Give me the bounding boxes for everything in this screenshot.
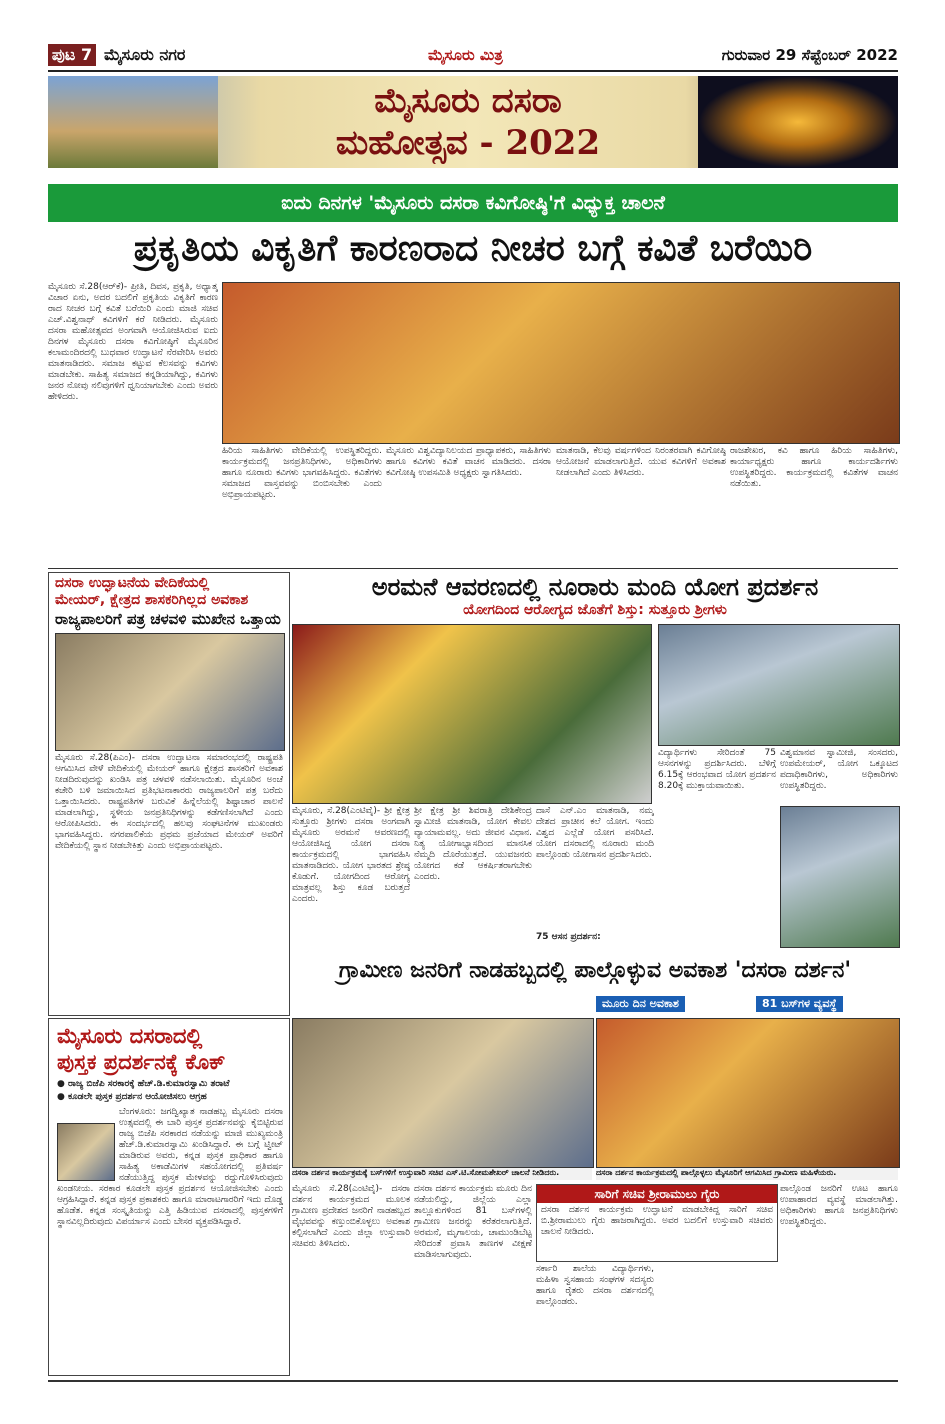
section-divider	[48, 568, 898, 569]
yoga-photo-participants	[780, 806, 900, 948]
left-story-body: ಮೈಸೂರು ಸೆ.28(ಪಿಎಂ)- ದಸರಾ ಉದ್ಘಾಟನಾ ಸಮಾರಂಭದಲ್ಲಿ ರಾಷ್ಟ್ರಪತಿ ಆಗಮಿಸಿದ ವೇಳೆ ವೇದಿಕೆಯಲ್ಲಿ ಮೇಯರ್ ಹಾಗೂ ಕ್ಷೇತ್ರದ ಶಾಸಕರಿಗೆ ಅವಕಾಶ ನೀಡದಿರುವುದನ್ನು ಖಂಡಿಸಿ ಪತ್ರ ಚಳವಳಿ ನಡೆಸಲಾಯಿತು. ಮೈಸೂರಿನ ಅಂಚೆ ಕಚೇರಿ ಬಳಿ ಜಮಾಯಿಸಿದ ಪ್ರತಿಭಟನಾಕಾರರು ರಾಜ್ಯಪಾಲರಿಗೆ ಪತ್ರ ಬರೆದು ಒತ್ತಾಯಿಸಿದರು. ರಾಷ್ಟ್ರಪತಿಗಳ ಬರುವಿಕೆ ಹಿನ್ನೆಲೆಯಲ್ಲಿ ಶಿಷ್ಟಾಚಾರ ಪಾಲನೆ ಮಾಡಲಾಗಿದ್ದು, ಸ್ಥಳೀಯ ಜನಪ್ರತಿನಿಧಿಗಳನ್ನು ಕಡೆಗಣಿಸಲಾಗಿದೆ ಎಂದು ಆರೋಪಿಸಿದರು. ಈ ಸಂದರ್ಭದಲ್ಲಿ ಹಲವು ಸಂಘಟನೆಗಳ ಮುಖಂಡರು ಭಾಗವಹಿಸಿದ್ದರು. ನಗರಪಾಲಿಕೆಯ ಪ್ರಥಮ ಪ್ರಜೆಯಾದ ಮೇಯರ್ ಅವರಿಗೆ ವೇದಿಕೆಯಲ್ಲಿ ಸ್ಥಾನ ನೀಡಬೇಕಿತ್ತು ಎಂದು ಅಭಿಪ್ರಾಯಪಟ್ಟರು.	[55, 753, 283, 851]
pill-81-buses: 81 ಬಸ್‌ಗಳ ವ್ಯವಸ್ಥೆ	[756, 996, 843, 1012]
bullet-icon: ●	[57, 1079, 68, 1089]
rural-body-3: ಸರ್ಕಾರಿ ಶಾಲೆಯ ವಿದ್ಯಾರ್ಥಿಗಳು, ಮಹಿಳಾ ಸ್ವಸಹಾಯ ಸಂಘಗಳ ಸದಸ್ಯರು ಹಾಗೂ ರೈತರು ದಸರಾ ದರ್ಶನದಲ್ಲಿ ಪಾಲ್ಗೊಂಡರು.	[536, 1264, 654, 1307]
banner-title	[278, 80, 658, 164]
yoga-body-3: ದಾಸೆ ಎನ್.ಎಂ ಮಾತನಾಡಿ, ನಮ್ಮ ದೇಶದ ಪ್ರಾಚೀನ ಕಲೆ ಯೋಗ. ಇಂದು ವಿಶ್ವದ ಎಲ್ಲೆಡೆ ಯೋಗ ಪಸರಿಸಿದೆ. ಯೋಗ ದಸರಾದಲ್ಲಿ ನೂರಾರು ಮಂದಿ ಪಾಲ್ಗೊಂಡು ಯೋಗಾಸನ ಪ್ರದರ್ಶಿಸಿದರು.	[536, 806, 654, 860]
yoga-body-1: ಮೈಸೂರು, ಸೆ.28(ಎಂಟಿವೈ)- ಶ್ರೀ ಕ್ಷೇತ್ರ ಸುತ್ತೂರು ಶ್ರೀಗಳು ದಸರಾ ಅಂಗವಾಗಿ ಮೈಸೂರು ಅರಮನೆ ಆವರಣದಲ್ಲಿ ಆಯೋಜಿಸಿದ್ದ ಯೋಗ ದಸರಾ ಕಾರ್ಯಕ್ರಮದಲ್ಲಿ ಭಾಗವಹಿಸಿ ಮಾತನಾಡಿದರು. ಯೋಗ ಭಾರತದ ಶ್ರೇಷ್ಠ ಕೊಡುಗೆ. ಯೋಗದಿಂದ ಆರೋಗ್ಯ ಮಾತ್ರವಲ್ಲ ಶಿಸ್ತು ಕೂಡ ಬರುತ್ತದೆ ಎಂದರು.	[292, 806, 410, 904]
book-fair-bullet-2	[57, 1092, 283, 1103]
rural-caption-2: ದಸರಾ ದರ್ಶನ ಕಾರ್ಯಕ್ರಮದಲ್ಲಿ ಪಾಲ್ಗೊಳ್ಳಲು ಮೈಸೂರಿಗೆ ಆಗಮಿಸಿದ ಗ್ರಾಮೀಣ ಮಹಿಳೆಯರು.	[596, 1168, 898, 1180]
rural-body-3b	[658, 1264, 776, 1374]
yoga-footnote: 75 ಆಸನ ಪ್ರದರ್ಶನ:	[536, 932, 601, 942]
lead-column-3: ಮೈಸೂರು ವಿಶ್ವವಿದ್ಯಾನಿಲಯದ ಪ್ರಾಧ್ಯಾಪಕರು, ಸಾಹಿತಿಗಳು ಹಾಗೂ ಕವಿಗಳು ಕವಿತೆ ವಾಚನ ಮಾಡಿದರು. ದಸರಾ ಕವಿಗೋಷ್ಠಿ ಉಪಸಮಿತಿ ಅಧ್ಯಕ್ಷರು ಸ್ವಾಗತಿಸಿದರು.	[386, 446, 551, 478]
book-fair-bullet-2-text: ಕೂಡಲೇ ಪುಸ್ತಕ ಪ್ರದರ್ಶನ ಆಯೋಜಿಸಲು ಆಗ್ರಹ	[68, 1092, 207, 1102]
yoga-photo-palace-crowd	[658, 624, 900, 746]
yoga-story	[292, 572, 898, 952]
rural-headline-box	[292, 956, 898, 986]
palace-photo	[48, 76, 218, 168]
sub-story-box	[536, 1184, 778, 1262]
lead-headline: ಪ್ರಕೃತಿಯ ವಿಕೃತಿಗೆ ಕಾರಣರಾದ ನೀಚರ ಬಗ್ಗೆ ಕವಿತೆ ಬರೆಯಿರಿ	[133, 228, 813, 269]
rural-body-2: ದಸರಾ ದರ್ಶನ ಕಾರ್ಯಕ್ರಮ ಮೂರು ದಿನ ನಡೆಯಲಿದ್ದು, ಜಿಲ್ಲೆಯ ಎಲ್ಲಾ ತಾಲ್ಲೂಕುಗಳಿಂದ 81 ಬಸ್‌ಗಳಲ್ಲಿ ಗ್ರಾಮೀಣ ಜನರನ್ನು ಕರೆತರಲಾಗುತ್ತಿದೆ. ಅರಮನೆ, ಮೃಗಾಲಯ, ಚಾಮುಂಡಿಬೆಟ್ಟ ಸೇರಿದಂತೆ ಪ್ರವಾಸಿ ತಾಣಗಳ ವೀಕ್ಷಣೆ ಮಾಡಿಸಲಾಗುವುದು.	[414, 1184, 532, 1260]
book-fair-bullet-1-text: ರಾಜ್ಯ ಬಿಜೆಪಿ ಸರಕಾರಕ್ಕೆ ಹೆಚ್.ಡಿ.ಕುಮಾರಸ್ವಾಮಿ ತರಾಟೆ	[68, 1079, 230, 1089]
newspaper-brand: ಮೈಸೂರು ಮಿತ್ರ	[428, 46, 503, 64]
illuminated-palace-photo	[698, 76, 898, 168]
yoga-body-4: ವಿದ್ಯಾರ್ಥಿಗಳು ಸೇರಿದಂತೆ 75 ಆಸನಗಳನ್ನು ಪ್ರದರ್ಶಿಸಿದರು. ಬೆಳಿಗ್ಗೆ 6.15ಕ್ಕೆ ಆರಂಭವಾದ ಯೋಗ ಪ್ರದರ್ಶನ 8.20ಕ್ಕೆ ಮುಕ್ತಾಯವಾಯಿತು.	[658, 748, 776, 791]
bullet-icon: ●	[57, 1092, 68, 1102]
left-story-photo-protest	[55, 633, 285, 751]
lead-kicker: ಐದು ದಿನಗಳ 'ಮೈಸೂರು ದಸರಾ ಕವಿಗೋಷ್ಠಿ'ಗೆ ವಿಧ್ಯುಕ್ತ ಚಾಲನೆ	[48, 184, 898, 222]
footer-rule	[48, 1380, 898, 1382]
dasara-banner	[48, 76, 898, 168]
left-story-kicker2: ಮೇಯರ್, ಕ್ಷೇತ್ರದ ಶಾಸಕರಿಗಿಲ್ಲದ ಅವಕಾಶ	[55, 592, 249, 608]
left-story-kicker1: ದಸರಾ ಉದ್ಘಾಟನೆಯ ವೇದಿಕೆಯಲ್ಲಿ	[55, 575, 210, 591]
lead-column-5: ರಾಜಶೇಖರ, ಕವಿ ಹಾಗೂ ಹಿರಿಯ ಸಾಹಿತಿಗಳು, ಕಾರ್ಯಾಧ್ಯಕ್ಷರು ಹಾಗೂ ಕಾರ್ಯದರ್ಶಿಗಳು ಉಪಸ್ಥಿತರಿದ್ದರು. ಕಾರ್ಯಕ್ರಮದಲ್ಲಿ ಕವಿತೆಗಳ ವಾಚನ ನಡೆಯಿತು.	[730, 446, 898, 489]
book-fair-body	[57, 1107, 283, 1371]
rural-caption-1: ದಸರಾ ದರ್ಶನ ಕಾರ್ಯಕ್ರಮಕ್ಕೆ ಬಸ್‌ಗಳಿಗೆ ಉಸ್ತುವಾರಿ ಸಚಿವ ಎಸ್.ಟಿ.ಸೋಮಶೇಖರ್ ಚಾಲನೆ ನೀಡಿದರು.	[292, 1168, 592, 1180]
rural-pills	[596, 996, 898, 1014]
yoga-headline: ಅರಮನೆ ಆವರಣದಲ್ಲಿ ನೂರಾರು ಮಂದಿ ಯೋಗ ಪ್ರದರ್ಶನ	[371, 573, 819, 601]
rural-body-1: ಮೈಸೂರು ಸೆ.28(ಎಂಟಿವೈ)- ದಸರಾ ದರ್ಶನ ಕಾರ್ಯಕ್ರಮದ ಮೂಲಕ ಗ್ರಾಮೀಣ ಪ್ರದೇಶದ ಜನರಿಗೆ ನಾಡಹಬ್ಬದ ವೈಭವವನ್ನು ಕಣ್ತುಂಬಿಕೊಳ್ಳಲು ಅವಕಾಶ ಕಲ್ಪಿಸಲಾಗಿದೆ ಎಂದು ಜಿಲ್ಲಾ ಉಸ್ತುವಾರಿ ಸಚಿವರು ತಿಳಿಸಿದರು.	[292, 1184, 410, 1249]
rural-photo-flag-off	[292, 1018, 594, 1168]
lead-column-2: ಹಿರಿಯ ಸಾಹಿತಿಗಳು ವೇದಿಕೆಯಲ್ಲಿ ಉಪಸ್ಥಿತರಿದ್ದರು. ಕಾರ್ಯಕ್ರಮದಲ್ಲಿ ಜನಪ್ರತಿನಿಧಿಗಳು, ಅಧಿಕಾರಿಗಳು ಹಾಗೂ ನೂರಾರು ಕವಿಗಳು ಭಾಗವಹಿಸಿದ್ದರು. ಕವಿತೆಗಳು ಸಮಾಜದ ವಾಸ್ತವವನ್ನು ಬಿಂಬಿಸಬೇಕು ಎಂದು ಅಭಿಪ್ರಾಯಪಟ್ಟರು.	[222, 446, 382, 500]
issue-date: ಗುರುವಾರ 29 ಸೆಪ್ಟೆಂಬರ್ 2022	[721, 46, 898, 64]
sub-story-body: ದಸರಾ ದರ್ಶನ ಕಾರ್ಯಕ್ರಮ ಉದ್ಘಾಟನೆ ಮಾಡಬೇಕಿದ್ದ ಸಾರಿಗೆ ಸಚಿವ ಬಿ.ಶ್ರೀರಾಮುಲು ಗೈರು ಹಾಜರಾಗಿದ್ದರು. ಅವರ ಬದಲಿಗೆ ಉಸ್ತುವಾರಿ ಸಚಿವರು ಚಾಲನೆ ನೀಡಿದರು.	[541, 1205, 773, 1237]
photo-float-spacer	[57, 1107, 119, 1181]
left-story-headline: ರಾಜ್ಯಪಾಲರಿಗೆ ಪತ್ರ ಚಳವಳಿ ಮುಖೇನ ಒತ್ತಾಯ	[55, 610, 281, 628]
rural-photo-women	[596, 1018, 900, 1168]
sub-story-headline: ಸಾರಿಗೆ ಸಚಿವ ಶ್ರೀರಾಮುಲು ಗೈರು	[537, 1185, 777, 1203]
page-number: ಪುಟ 7	[48, 44, 96, 66]
pill-three-days: ಮೂರು ದಿನ ಅವಕಾಶ	[596, 996, 685, 1012]
yoga-subhead: ಯೋಗದಿಂದ ಆರೋಗ್ಯದ ಜೊತೆಗೆ ಶಿಸ್ತು: ಸುತ್ತೂರು ಶ್ರೀಗಳು	[463, 602, 727, 618]
lead-column-1: ಮೈಸೂರು ಸೆ.28(ಆರ್‌ಕೆ)- ಪ್ರೀತಿ, ದಿವಸ, ಪ್ರಕೃತಿ, ಅಧ್ಯಾತ್ಮ ವಿಚಾರ ಏನು, ಅದರ ಬದಲಿಗೆ ಪ್ರಕೃತಿಯ ವಿಕೃತಿಗೆ ಕಾರಣ ರಾದ ನೀಚರ ಬಗ್ಗೆ ಕವಿತೆ ಬರೆಯಿರಿ ಎಂದು ಮಾಜಿ ಸಚಿವ ಎಚ್.ವಿಶ್ವನಾಥ್ ಕವಿಗಳಿಗೆ ಕರೆ ನೀಡಿದರು. ಮೈಸೂರು ದಸರಾ ಮಹೋತ್ಸವದ ಅಂಗವಾಗಿ ಆಯೋಜಿಸಿರುವ ಐದು ದಿನಗಳ ಮೈಸೂರು ದಸರಾ ಕವಿಗೋಷ್ಠಿಗೆ ಮೈಸೂರಿನ ಕಲಾಮಂದಿರದಲ್ಲಿ ಬುಧವಾರ ಉದ್ಘಾಟನೆ ನೆರವೇರಿಸಿ ಅವರು ಮಾತನಾಡಿದರು. ಸಮಾಜ ಕಟ್ಟುವ ಕೆಲಸವನ್ನು ಕವಿಗಳು ಮಾಡಬೇಕು. ಸಾಹಿತ್ಯ ಸಮಾಜದ ಕನ್ನಡಿಯಾಗಿದ್ದು, ಕವಿಗಳು ಜನರ ನೋವು ನಲಿವುಗಳಿಗೆ ಧ್ವನಿಯಾಗಬೇಕು ಎಂದು ಅವರು ಹೇಳಿದರು.	[48, 282, 218, 402]
rural-body-4: ಪಾಲ್ಗೊಂಡ ಜನರಿಗೆ ಊಟ ಹಾಗೂ ಉಪಾಹಾರದ ವ್ಯವಸ್ಥೆ ಮಾಡಲಾಗಿತ್ತು. ಅಧಿಕಾರಿಗಳು ಹಾಗೂ ಜನಪ್ರತಿನಿಧಿಗಳು ಉಪಸ್ಥಿತರಿದ್ದರು.	[780, 1184, 898, 1227]
book-fair-body-text: ಬೆಂಗಳೂರು: ಜಗದ್ವಿಖ್ಯಾತ ನಾಡಹಬ್ಬ ಮೈಸೂರು ದಸರಾ ಉತ್ಸವದಲ್ಲಿ ಈ ಬಾರಿ ಪುಸ್ತಕ ಪ್ರದರ್ಶನವನ್ನು ಕೈಬಿಟ್ಟಿರುವ ರಾಜ್ಯ ಬಿಜೆಪಿ ಸರಕಾರದ ನಡೆಯನ್ನು ಮಾಜಿ ಮುಖ್ಯಮಂತ್ರಿ ಹೆಚ್.ಡಿ.ಕುಮಾರಸ್ವಾಮಿ ಖಂಡಿಸಿದ್ದಾರೆ. ಈ ಬಗ್ಗೆ ಟ್ವೀಟ್ ಮಾಡಿರುವ ಅವರು, ಕನ್ನಡ ಪುಸ್ತಕ ಪ್ರಾಧಿಕಾರ ಹಾಗೂ ಸಾಹಿತ್ಯ ಅಕಾಡೆಮಿಗಳ ಸಹಯೋಗದಲ್ಲಿ ಪ್ರತಿವರ್ಷ ನಡೆಯುತ್ತಿದ್ದ ಪುಸ್ತಕ ಮೇಳವನ್ನು ರದ್ದುಗೊಳಿಸಿರುವುದು ಖಂಡನೀಯ. ಸರಕಾರ ಕೂಡಲೇ ಪುಸ್ತಕ ಪ್ರದರ್ಶನ ಆಯೋಜಿಸಬೇಕು ಎಂದು ಆಗ್ರಹಿಸಿದ್ದಾರೆ. ಕನ್ನಡ ಪುಸ್ತಕ ಪ್ರಕಾಶಕರು ಹಾಗೂ ಮಾರಾಟಗಾರರಿಗೆ ಇದು ದೊಡ್ಡ ಹೊಡೆತ. ಕನ್ನಡ ಸಂಸ್ಕೃತಿಯನ್ನು ಎತ್ತಿ ಹಿಡಿಯುವ ದಸರಾದಲ್ಲಿ ಪುಸ್ತಕಗಳಿಗೆ ಸ್ಥಾನವಿಲ್ಲದಿರುವುದು ವಿಪರ್ಯಾಸ ಎಂದು ಬೇಸರ ವ್ಯಕ್ತಪಡಿಸಿದ್ದಾರೆ.	[57, 1107, 283, 1227]
left-story-box	[48, 572, 290, 1016]
banner-title-line1: ಮೈಸೂರು ದಸರಾ	[374, 81, 562, 121]
rural-headline: ಗ್ರಾಮೀಣ ಜನರಿಗೆ ನಾಡಹಬ್ಬದಲ್ಲಿ ಪಾಲ್ಗೊಳ್ಳುವ ಅವಕಾಶ 'ದಸರಾ ದರ್ಶನ'	[338, 958, 852, 983]
yoga-body-2: ಶ್ರೀ ಕ್ಷೇತ್ರ ಶ್ರೀ ಶಿವರಾತ್ರಿ ದೇಶಿಕೇಂದ್ರ ಸ್ವಾಮೀಜಿ ಮಾತನಾಡಿ, ಯೋಗ ಕೇವಲ ವ್ಯಾಯಾಮವಲ್ಲ. ಅದು ಜೀವನ ವಿಧಾನ. ನಿತ್ಯ ಯೋಗಾಭ್ಯಾಸದಿಂದ ಮಾನಸಿಕ ನೆಮ್ಮದಿ ದೊರೆಯುತ್ತದೆ. ಯುವಜನರು ಯೋಗದ ಕಡೆ ಆಕರ್ಷಿತರಾಗಬೇಕು ಎಂದರು.	[414, 806, 532, 882]
book-fair-headline-1: ಮೈಸೂರು ದಸರಾದಲ್ಲಿ	[57, 1024, 203, 1048]
book-fair-bullet-1	[57, 1079, 283, 1090]
book-fair-headline-2: ಪುಸ್ತಕ ಪ್ರದರ್ಶನಕ್ಕೆ ಕೊಕ್	[57, 1050, 226, 1074]
lead-photo-poets-on-stage	[222, 282, 900, 444]
banner-title-line2: ಮಹೋತ್ಸವ - 2022	[335, 123, 601, 163]
header-rule	[48, 70, 898, 72]
yoga-photo-stage	[292, 624, 652, 804]
section-name: ಮೈಸೂರು ನಗರ	[104, 45, 186, 64]
book-fair-box	[48, 1018, 290, 1376]
yoga-body-5: ವಿಶ್ವಮಾನವ ಸ್ವಾಮೀಜಿ, ಸಂಸದರು, ಉಪಮೇಯರ್, ಯೋಗ ಒಕ್ಕೂಟದ ಪದಾಧಿಕಾರಿಗಳು, ಅಧಿಕಾರಿಗಳು ಉಪಸ್ಥಿತರಿದ್ದರು.	[780, 748, 898, 791]
lead-column-4: ಮಾತನಾಡಿ, ಕೆಲವು ವರ್ಷಗಳಿಂದ ನಿರಂತರವಾಗಿ ಕವಿಗೋಷ್ಠಿ ಆಯೋಜನೆ ಮಾಡಲಾಗುತ್ತಿದೆ. ಯುವ ಕವಿಗಳಿಗೆ ಅವಕಾಶ ನೀಡಲಾಗಿದೆ ಎಂದು ತಿಳಿಸಿದರು.	[556, 446, 726, 478]
page-header	[48, 44, 898, 68]
